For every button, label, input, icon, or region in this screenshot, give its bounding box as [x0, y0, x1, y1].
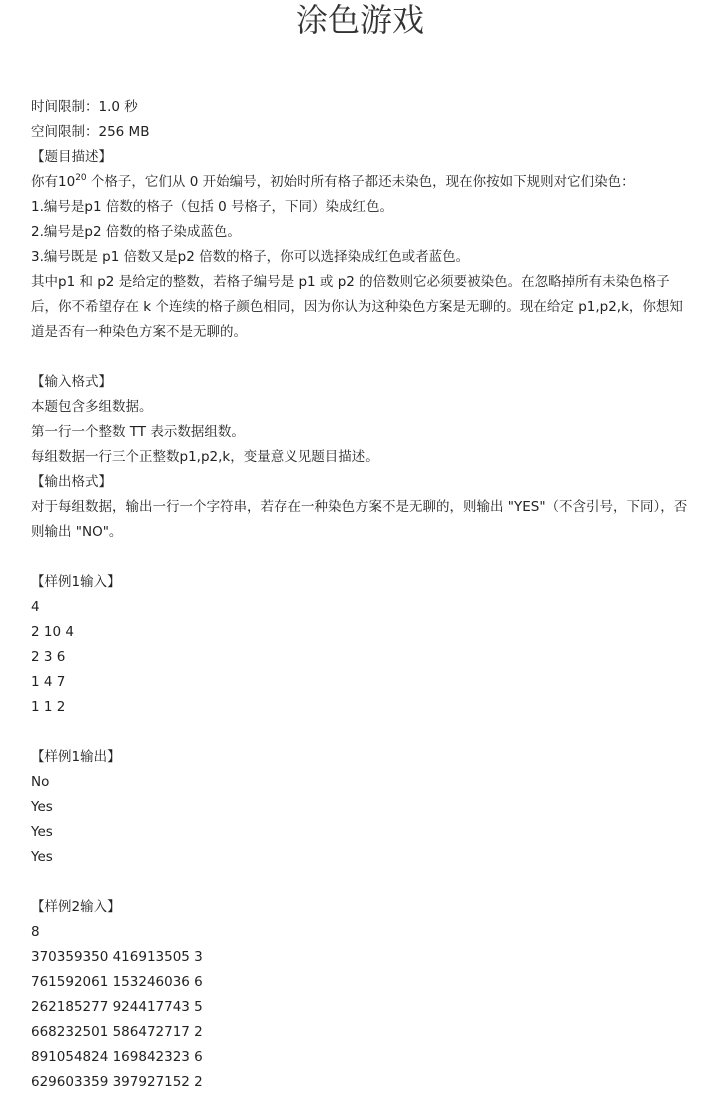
sample2-input-line: 629603359 397927152 2	[31, 1074, 203, 1090]
description-body: 其中p1 和 p2 是给定的整数，若格子编号是 p1 或 p2 的倍数则它必须要被染色。在忽略掉所有未染色格子后，你不希望存在 k 个连续的格子颜色相同，因为你认为这种染色方案是无聊的。现在给定 p1,p2,k，你想知道是否有一种染色方案不是无聊的。	[31, 274, 683, 340]
sample1-output-line: Yes	[31, 799, 53, 815]
sample2-input-line: 8	[31, 924, 40, 940]
rule-1: 1.编号是p1 倍数的格子（包括 0 号格子，下同）染成红色。	[31, 199, 394, 215]
sample1-output-line: No	[31, 774, 50, 790]
sample1-input-line: 1 1 2	[31, 699, 66, 715]
rule-2: 2.编号是p2 倍数的格子染成蓝色。	[31, 224, 241, 240]
memory-limit: 空间限制：256 MB	[31, 124, 150, 140]
intro-exponent: 20	[75, 173, 87, 183]
intro-after: 个格子，它们从 0 开始编号，初始时所有格子都还未染色，现在你按如下规则对它们染色：	[86, 174, 635, 190]
rule-3: 3.编号既是 p1 倍数又是p2 倍数的格子，你可以选择染成红色或者蓝色。	[31, 249, 470, 265]
sample2-input-line: 761592061 153246036 6	[31, 974, 203, 990]
input-format-line: 每组数据一行三个正整数p1,p2,k，变量意义见题目描述。	[31, 449, 379, 465]
input-format-line: 本题包含多组数据。	[31, 399, 153, 415]
output-format-header: 【输出格式】	[31, 474, 112, 490]
sample1-output-header: 【样例1输出】	[31, 749, 121, 765]
sample1-input-line: 4	[31, 599, 40, 615]
intro-before: 你有10	[31, 174, 76, 190]
time-limit: 时间限制：1.0 秒	[31, 99, 138, 115]
sample2-input-line: 668232501 586472717 2	[31, 1024, 203, 1040]
description-header: 【题目描述】	[31, 149, 112, 165]
spacer	[31, 345, 691, 370]
input-format-header: 【输入格式】	[31, 374, 112, 390]
sample2-input-line: 891054824 169842323 6	[31, 1049, 203, 1065]
problem-statement	[31, 95, 691, 1095]
output-format-text: 对于每组数据，输出一行一个字符串，若存在一种染色方案不是无聊的，则输出 "YES"（不含引号，下同），否则输出 "NO"。	[31, 499, 688, 540]
sample1-input-line: 2 10 4	[31, 624, 74, 640]
sample2-input-line: 370359350 416913505 3	[31, 949, 203, 965]
page-title: 涂色游戏	[295, 1, 424, 39]
sample1-input-header: 【样例1输入】	[31, 574, 121, 590]
sample2-input-header: 【样例2输入】	[31, 899, 121, 915]
sample1-output-line: Yes	[31, 849, 53, 865]
sample1-input-line: 2 3 6	[31, 649, 66, 665]
sample1-output-line: Yes	[31, 824, 53, 840]
description-intro	[31, 170, 691, 195]
sample2-input-line: 262185277 924417743 5	[31, 999, 203, 1015]
spacer	[31, 720, 691, 745]
sample1-input-line: 1 4 7	[31, 674, 66, 690]
input-format-line: 第一行一个整数 TT 表示数据组数。	[31, 424, 245, 440]
spacer	[31, 545, 691, 570]
spacer	[31, 870, 691, 895]
